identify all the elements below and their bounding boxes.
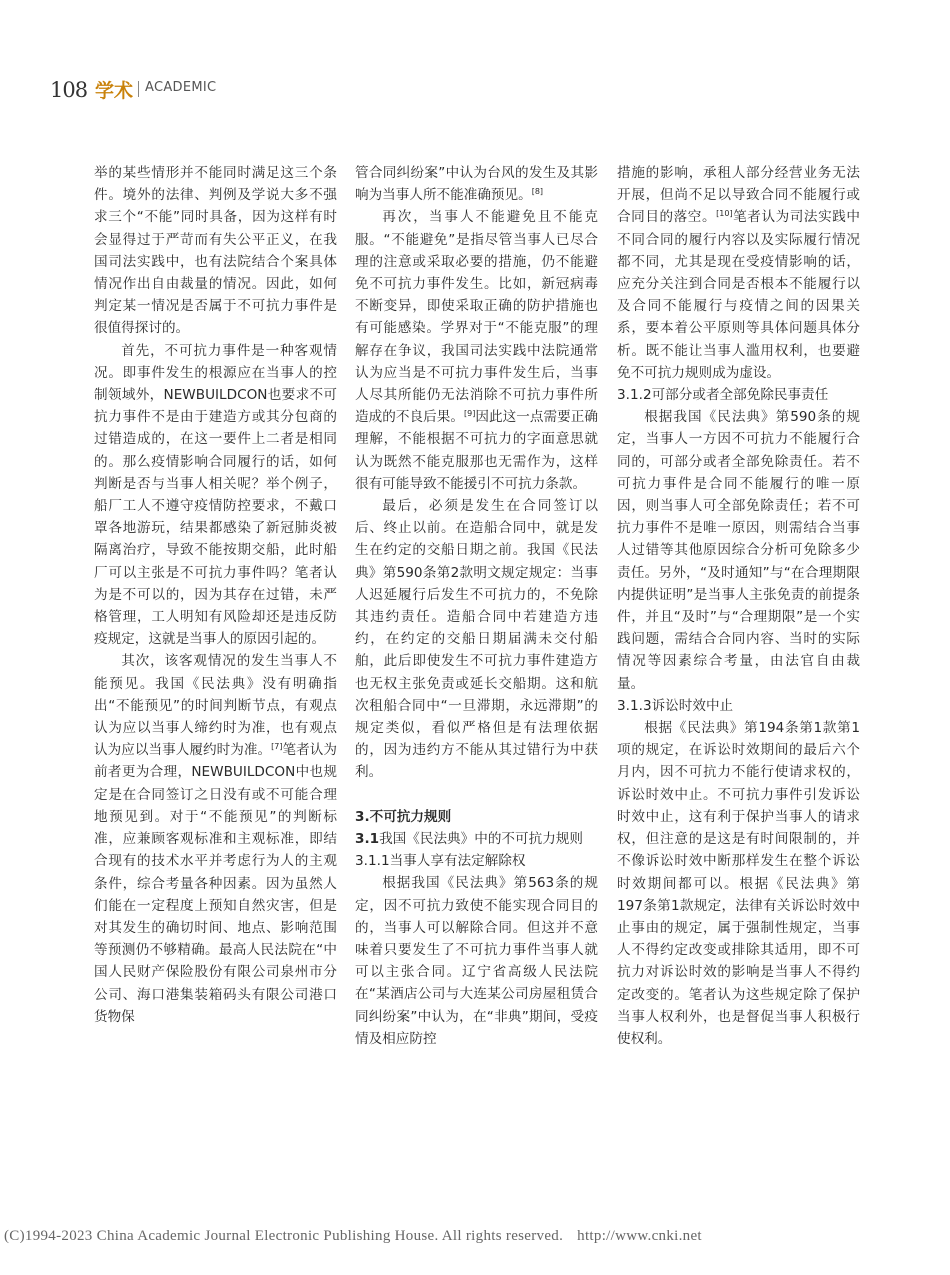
text-column-1 (94, 162, 337, 1028)
copyright-text: (C)1994-2023 China Academic Journal Electronic Publishing House. All rights reserved. (4, 1228, 564, 1244)
text-column-3 (617, 162, 860, 1050)
paragraph (355, 162, 598, 206)
paragraph: 首先，不可抗力事件是一种客观情况。即事件发生的根源应在当事人的控制领域外，NEWBUILDCON也要求不可抗力事件不是由于建造方或其分包商的过错造成的，在这一要件上二者是相同的。那么疫情影响合同履行的话，如何判断是否与当事人相关呢？举个例子，船厂工人不遵守疫情防控要求，不戴口罩各地游玩，结果都感染了新冠肺炎被隔离治疗，导致不能按期交船，此时船厂可以主张是不可抗力事件吗？笔者认为是不可以的，因为其存在过错，未严格管理，工人明知有风险却还是违反防疫规定，这就是当事人的原因引起的。 (94, 342, 337, 648)
citation-ref: [9] (464, 409, 476, 419)
section-title-cn: 学术 (95, 80, 134, 102)
text-column-2 (355, 162, 598, 1050)
paragraph: 根据我国《民法典》第563条的规定，因不可抗力致使不能实现合同目的的，当事人可以解除合同。但这并不意味着只要发生了不可抗力事件当事人就可以主张合同。辽宁省高级人民法院在“某酒店公司与大连某公司房屋租赁合同纠纷案”中认为，在“非典”期间，受疫情及相应防控 (355, 875, 598, 1047)
subsubsection-heading: 3.1.2可部分或者全部免除民事责任 (617, 387, 829, 404)
citation-ref: [8] (531, 187, 544, 197)
subsection-heading (355, 828, 598, 850)
text-run: 措施的影响，承租人部分经营业务无法开展，但尚不足以导致合同不能履行或合同目的落空。 (617, 165, 860, 226)
text-run: 再次，当事人不能避免且不能克服。“不能避免”是指尽管当事人已尽合理的注意或采取必要的措施，仍不能避免不可抗力事件发生。比如，新冠病毒不断变异，即使采取正确的防护措施也有可能感染。学界对于“不能克服”的理解存在争议，我国司法实践中法院通常认为应当是不可抗力事件发生后，当事人尽其所能仍无法消除不可抗力事件所造成的不良后果。 (355, 209, 598, 426)
subsubsection-heading: 3.1.3诉讼时效中止 (617, 697, 734, 714)
heading-text: 我国《民法典》中的不可抗力规则 (379, 830, 583, 847)
citation-ref: [7] (271, 742, 283, 752)
copyright-footer (4, 1228, 944, 1245)
heading-number: 3.1 (355, 830, 380, 847)
paragraph: 根据我国《民法典》第590条的规定，当事人一方因不可抗力不能履行合同的，可部分或者全部免除责任。若不可抗力事件是合同不能履行的唯一原因，则当事人可全部免除责任；若不可抗力事件不是唯一原因，则需结合当事人过错等其他原因综合分析可免除多少责任。另外，“及时通知”与“在合理期限内提供证明”是当事人主张免责的前提条件，并且“及时”与“合理期限”是一个实践问题，需结合合同内容、当时的实际情况等因素综合考量，由法官自由裁量。 (617, 409, 860, 692)
citation-ref: [10] (716, 209, 733, 219)
text-run: 管合同纠纷案”中认为台风的发生及其影响为当事人所不能准确预见。 (355, 165, 598, 204)
text-run: 其次，该客观情况的发生当事人不能预见。我国《民法典》没有明确指出“不能预见”的时间判断节点，有观点认为应以当事人缔约时为准，也有观点认为应以当事人履约时为准。 (94, 653, 337, 759)
paragraph (94, 650, 337, 1027)
paragraph (617, 162, 860, 384)
header-divider (138, 81, 139, 97)
section-title-en: ACADEMIC (145, 80, 217, 95)
text-run: 笔者认为司法实践中不同合同的履行内容以及实际履行情况都不同，尤其是现在受疫情影响的话，应充分关注到合同是否根本不能履行以及合同不能履行与疫情之间的因果关系，要本着公平原则等具体问题具体分析。既不能让当事人滥用权利，也要避免不可抗力规则成为虚设。 (617, 209, 861, 381)
paragraph (355, 206, 598, 495)
text-run: 笔者认为前者更为合理，NEWBUILDCON中也规定是在合同签订之日没有或不可能合理地预见到。对于“不能预见”的判断标准，应兼顾客观标准和主观标准，即结合现有的技术水平并考虑行为人的主观条件，综合考量各种因素。因为虽然人们能在一定程度上预知自然灾害，但是对其发生的确切时间、地点、影响范围等预测仍不够精确。最高人民法院在“中国人民财产保险股份有限公司泉州市分公司、海口港集装箱码头有限公司港口货物保 (94, 742, 338, 1025)
footer-link[interactable]: http://www.cnki.net (577, 1228, 702, 1244)
paragraph: 最后，必须是发生在合同签订以后、终止以前。在造船合同中，就是发生在约定的交船日期之前。我国《民法典》第590条第2款明文规定规定：当事人迟延履行后发生不可抗力的，不免除其违约责任。造船合同中若建造方违约，在约定的交船日期届满未交付船舶，此后即使发生不可抗力事件建造方也无权主张免责或延长交船期。这和航次租船合同中“一旦滞期，永远滞期”的规定类似，看似严格但是有法理依据的，因为违约方不能从其过错行为中获利。 (355, 498, 598, 781)
section-heading: 3.不可抗力规则 (355, 808, 452, 825)
text-run: 因此这一点需要正确理解，不能根据不可抗力的字面意思就认为既然不能克服那也无需作为，这样很有可能导致不能援引不可抗力条款。 (355, 409, 599, 492)
page-number: 108 (50, 78, 88, 102)
subsubsection-heading: 3.1.1当事人享有法定解除权 (355, 853, 526, 870)
page-header (50, 70, 910, 110)
paragraph: 举的某些情形并不能同时满足这三个条件。境外的法律、判例及学说大多不强求三个“不能”同时具备，因为这样有时会显得过于严苛而有失公平正义，在我国司法实践中，也有法院结合个案具体情况作出自由裁量的情况。因此，如何判定某一情况是否属于不可抗力事件是很值得探讨的。 (94, 165, 337, 337)
paragraph: 根据《民法典》第194条第1款第1项的规定，在诉讼时效期间的最后六个月内，因不可抗力不能行使请求权的，诉讼时效中止。不可抗力事件引发诉讼时效中止，这有利于保护当事人的请求权，但注意的是这是有时间限制的，并不像诉讼时效中断那样发生在整个诉讼时效期间都可以。根据《民法典》第197条第1款规定，法律有关诉讼时效中止事由的规定，属于强制性规定，当事人不得约定改变或排除其适用，即不可抗力对诉讼时效的影响是当事人不得约定改变的。笔者认为这些规定除了保护当事人权利外，也是督促当事人积极行使权利。 (617, 720, 860, 1047)
